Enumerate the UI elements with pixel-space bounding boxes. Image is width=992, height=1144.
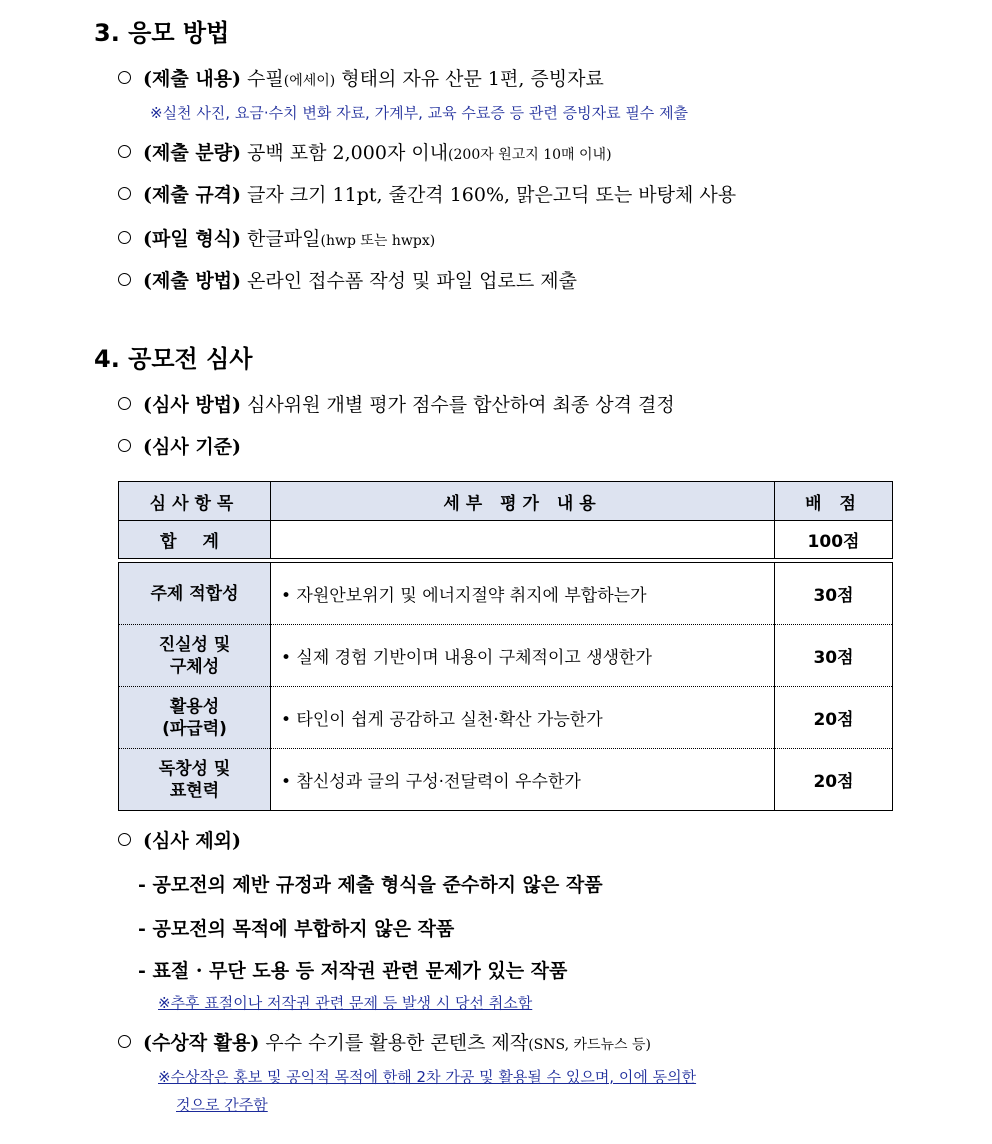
item-text: 온라인 접수폼 작성 및 파일 업로드 제출 bbox=[241, 270, 577, 292]
item-label: (심사 기준) bbox=[143, 436, 242, 458]
item-label: (제출 내용) bbox=[143, 68, 242, 90]
item-small-text: (hwp 또는 hwpx) bbox=[320, 233, 436, 249]
row-description: • 실제 경험 기반이며 내용이 구체적이고 생생한가 bbox=[271, 625, 775, 687]
table-row bbox=[119, 749, 893, 811]
bullet-circle-icon bbox=[118, 1035, 131, 1048]
item-review-exclusion bbox=[118, 828, 241, 854]
evidence-note: ※실천 사진, 요금·수치 변화 자료, 가계부, 교육 수료증 등 관련 증빙자료 필수 제출 bbox=[150, 104, 689, 122]
row-category: 주제 적합성 bbox=[119, 563, 271, 625]
total-label: 합 계 bbox=[119, 521, 271, 559]
bullet-circle-icon bbox=[118, 439, 131, 452]
item-text: 심사위원 개별 평가 점수를 합산하여 최종 상격 결정 bbox=[241, 394, 675, 416]
bullet-circle-icon bbox=[118, 273, 131, 286]
table-total-row bbox=[119, 521, 893, 559]
bullet-circle-icon bbox=[118, 833, 131, 846]
item-text: 수필 bbox=[241, 68, 284, 90]
item-label: (제출 방법) bbox=[143, 270, 242, 292]
bullet-circle-icon bbox=[118, 231, 131, 244]
item-label: (심사 방법) bbox=[143, 394, 242, 416]
plagiarism-note: ※추후 표절이나 저작권 관련 문제 등 발생 시 당선 취소함 bbox=[158, 994, 533, 1012]
bullet-circle-icon bbox=[118, 71, 131, 84]
row-description: • 자원안보위기 및 에너지절약 취지에 부합하는가 bbox=[271, 563, 775, 625]
item-text: 공백 포함 2,000자 이내 bbox=[241, 142, 449, 164]
item-label: (제출 규격) bbox=[143, 184, 242, 206]
total-points: 100점 bbox=[775, 521, 893, 559]
header-detail: 세부 평가 내용 bbox=[271, 482, 775, 521]
item-submission-format bbox=[118, 182, 736, 208]
row-points: 30점 bbox=[775, 563, 893, 625]
item-file-format bbox=[118, 226, 435, 254]
exclusion-item: - 표절 · 무단 도용 등 저작권 관련 문제가 있는 작품 bbox=[138, 960, 568, 982]
item-text-tail: 형태의 자유 산문 1편, 증빙자료 bbox=[335, 68, 604, 90]
table-row bbox=[119, 687, 893, 749]
criteria-table bbox=[118, 481, 893, 811]
item-label: (수상작 활용) bbox=[143, 1032, 260, 1054]
section-4-heading: 4. 공모전 심사 bbox=[94, 345, 253, 373]
header-points: 배 점 bbox=[775, 482, 893, 521]
header-category: 심사항목 bbox=[119, 482, 271, 521]
table-row bbox=[119, 563, 893, 625]
item-text: 글자 크기 11pt, 줄간격 160%, 맑은고딕 또는 바탕체 사용 bbox=[241, 184, 737, 206]
bullet-circle-icon bbox=[118, 397, 131, 410]
total-empty-cell bbox=[271, 521, 775, 559]
row-description: • 참신성과 글의 구성·전달력이 우수한가 bbox=[271, 749, 775, 811]
bullet-circle-icon bbox=[118, 145, 131, 158]
row-points: 20점 bbox=[775, 687, 893, 749]
row-category: 활용성 (파급력) bbox=[119, 687, 271, 749]
item-small-text: (에세이) bbox=[283, 73, 336, 89]
item-review-method bbox=[118, 392, 675, 418]
item-label: (파일 형식) bbox=[143, 228, 242, 250]
section-3-heading: 3. 응모 방법 bbox=[94, 19, 230, 47]
item-text: 우수 수기를 활용한 콘텐츠 제작 bbox=[259, 1032, 529, 1054]
usage-note-line-1: ※수상작은 홍보 및 공익적 목적에 한해 2차 가공 및 활용될 수 있으며, 이에 동의한 bbox=[158, 1068, 697, 1086]
item-submission-content bbox=[118, 66, 604, 94]
table-row bbox=[119, 625, 893, 687]
item-submission-method bbox=[118, 268, 577, 294]
usage-note-line-2: 것으로 간주함 bbox=[176, 1096, 268, 1114]
row-description: • 타인이 쉽게 공감하고 실천·확산 가능한가 bbox=[271, 687, 775, 749]
item-label: (심사 제외) bbox=[143, 830, 242, 852]
item-small-text: (200자 원고지 10매 이내) bbox=[448, 147, 612, 163]
row-category: 진실성 및 구체성 bbox=[119, 625, 271, 687]
item-submission-length bbox=[118, 140, 612, 168]
item-award-usage bbox=[118, 1030, 651, 1058]
item-text: 한글파일 bbox=[241, 228, 321, 250]
bullet-circle-icon bbox=[118, 187, 131, 200]
item-label: (제출 분량) bbox=[143, 142, 242, 164]
exclusion-item: - 공모전의 제반 규정과 제출 형식을 준수하지 않은 작품 bbox=[138, 874, 603, 896]
row-category: 독창성 및 표현력 bbox=[119, 749, 271, 811]
item-review-criteria bbox=[118, 434, 241, 460]
item-small-text: (SNS, 카드뉴스 등) bbox=[528, 1037, 652, 1053]
exclusion-item: - 공모전의 목적에 부합하지 않은 작품 bbox=[138, 918, 455, 940]
row-points: 20점 bbox=[775, 749, 893, 811]
row-points: 30점 bbox=[775, 625, 893, 687]
table-header-row bbox=[119, 482, 893, 521]
